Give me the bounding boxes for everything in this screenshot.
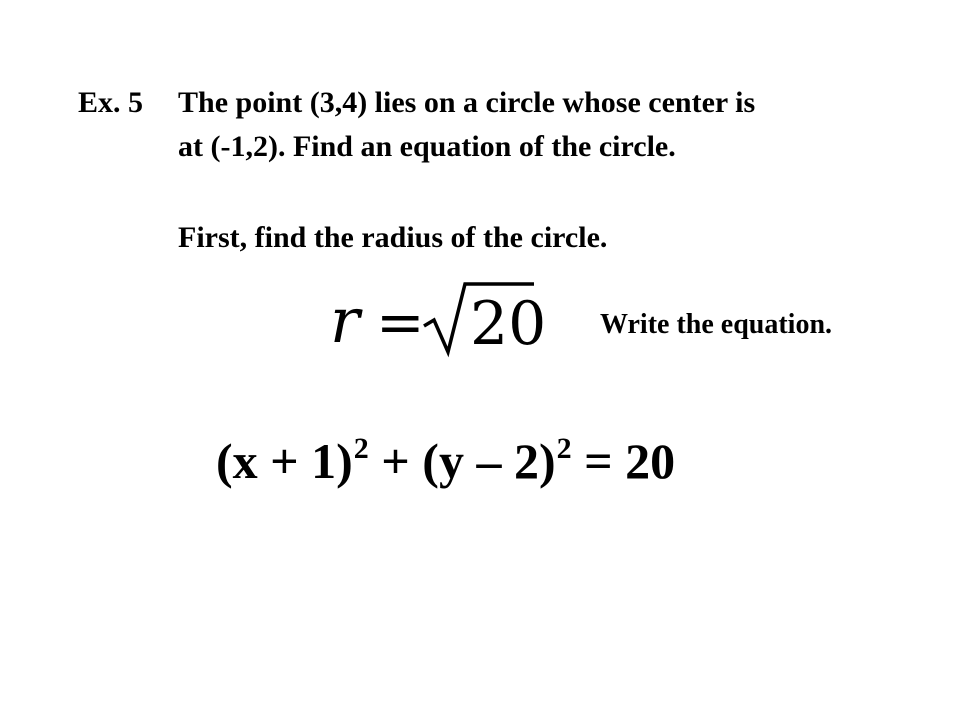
problem-statement-line-2: at (-1,2). Find an equation of the circle. xyxy=(178,130,676,163)
problem-statement-line-1: The point (3,4) lies on a circle whose center is xyxy=(178,86,756,119)
equation-right-side: = 20 xyxy=(571,433,676,489)
equation-x-exponent: 2 xyxy=(353,432,369,465)
example-label: Ex. 5 xyxy=(78,86,144,119)
step-find-radius: First, find the radius of the circle. xyxy=(178,221,608,254)
step-write-equation: Write the equation. xyxy=(600,309,833,340)
equation-y-term: + (y – 2) xyxy=(368,433,556,489)
circle-equation xyxy=(216,432,676,489)
radicand: 20 xyxy=(470,289,547,359)
radius-variable: r xyxy=(330,284,360,357)
equation-x-term: (x + 1) xyxy=(216,433,353,489)
equation-y-exponent: 2 xyxy=(556,432,572,465)
radius-formula xyxy=(326,280,547,360)
radius-equals-sign: = xyxy=(376,288,425,356)
